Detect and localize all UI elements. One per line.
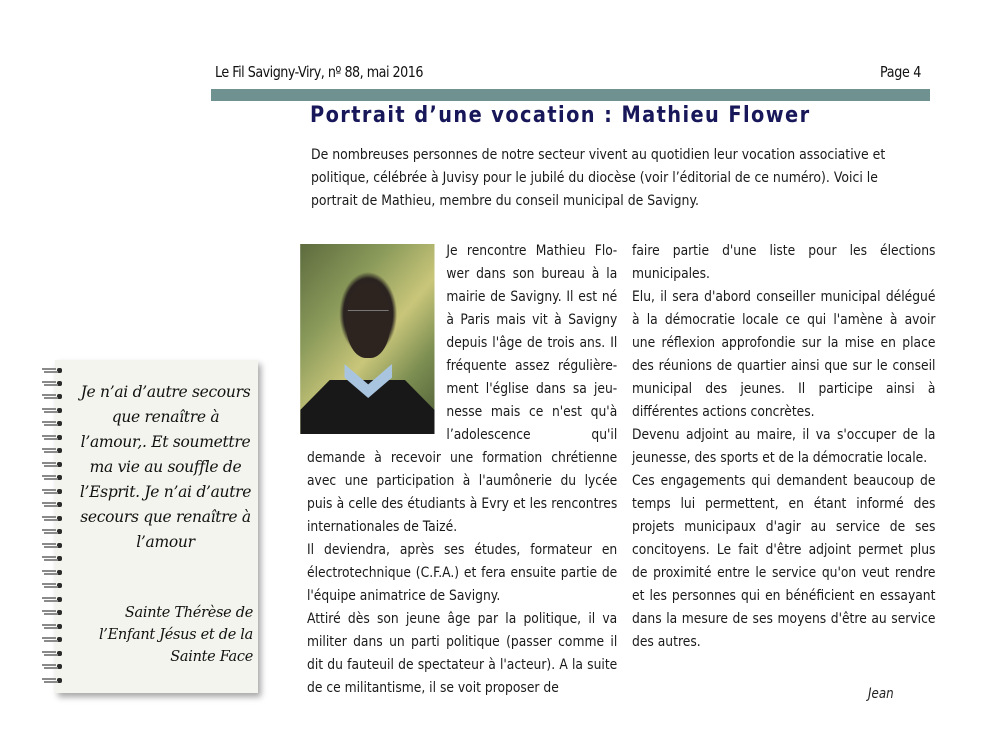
photo-face: [346, 282, 390, 358]
sidebar-quote-text: Je n’ai d’autre secours que renaître à l’amour,. Et soumettre ma vie au souffle de l’Esprit. Je n’ai d’autre secours que renaître à l’amour: [79, 383, 252, 551]
column2-paragraph: Devenu adjoint au maire, il va s'occuper de la jeunesse, des sports et de la démocratie locale.: [632, 427, 936, 466]
publication-header: Le Fil Savigny-Viry, nº 88, mai 2016: [215, 63, 423, 81]
article-title: Portrait d’une vocation : Mathieu Flower: [310, 103, 811, 128]
sidebar-quote-author: Sainte Thérèse de l’Enfant Jésus et de la Sainte Face: [98, 605, 253, 665]
column2-paragraph: faire partie d'une liste pour les élections municipales.: [632, 243, 936, 282]
article-signature: Jean: [868, 686, 894, 702]
photo-glasses: [348, 310, 389, 318]
portrait-photo: [300, 244, 434, 434]
column1-paragraph: Je rencontre Mathieu Flower dans son bureau à la mairie de Savigny. Il est né à Paris mais vit à Savigny depuis l'âge de trois ans. Il fréquente assez régulièrement l'église dans sa jeunesse mais ce n'est qu'à l’adolescence qu'il demande à recevoir une formation chrétienne avec une participation à l'aumônerie du lycée puis à celle des étudiants à Evry et les rencontres internationales de Taizé.: [307, 243, 618, 535]
column1-paragraph: Il deviendra, après ses études, formateur en électrotechnique (C.F.A.) et fera ensuite partie de l'équipe animatrice de Savigny.: [307, 542, 618, 604]
article-column-1: [307, 240, 617, 700]
photo-sweater: [300, 374, 434, 434]
column1-paragraph: Attiré dès son jeune âge par la politique, il va militer dans un parti politique (passer comme il dit du fauteuil de spectateur à l'acteur). A la suite de ce militantisme, il se voit proposer de: [307, 611, 618, 696]
column2-paragraph: Elu, il sera d'abord conseiller municipal délégué à la démocratie locale ce qui l'amène à avoir une réflexion approfondie sur la mise en place des réunions de quartier ainsi que sur le conseil municipal des jeunes. Il participe ainsi à différentes actions concrètes.: [632, 289, 936, 420]
notebook-spiral-icon: [42, 368, 66, 688]
article-intro: De nombreuses personnes de notre secteur vivent au quotidien leur vocation associative et politique, célébrée à Juvisy pour le jubilé du diocèse (voir l’éditorial de ce numéro). Voici le portrait de Mathieu, membre du conseil municipal de Savigny.: [311, 147, 886, 209]
article-column-2: [632, 240, 935, 654]
column2-paragraph: Ces engagements qui demandent beaucoup de temps lui permettent, en étant informé des projets municipaux d'agir au service de ses concitoyens. Le fait d'être adjoint permet plus de proximité entre le service qu'on veut rendre et les personnes qui en bénéficient en essayant dans la mesure de ses moyens d'être au service des autres.: [632, 473, 936, 650]
header-band-divider: [211, 89, 930, 101]
page-number: Page 4: [880, 63, 921, 81]
